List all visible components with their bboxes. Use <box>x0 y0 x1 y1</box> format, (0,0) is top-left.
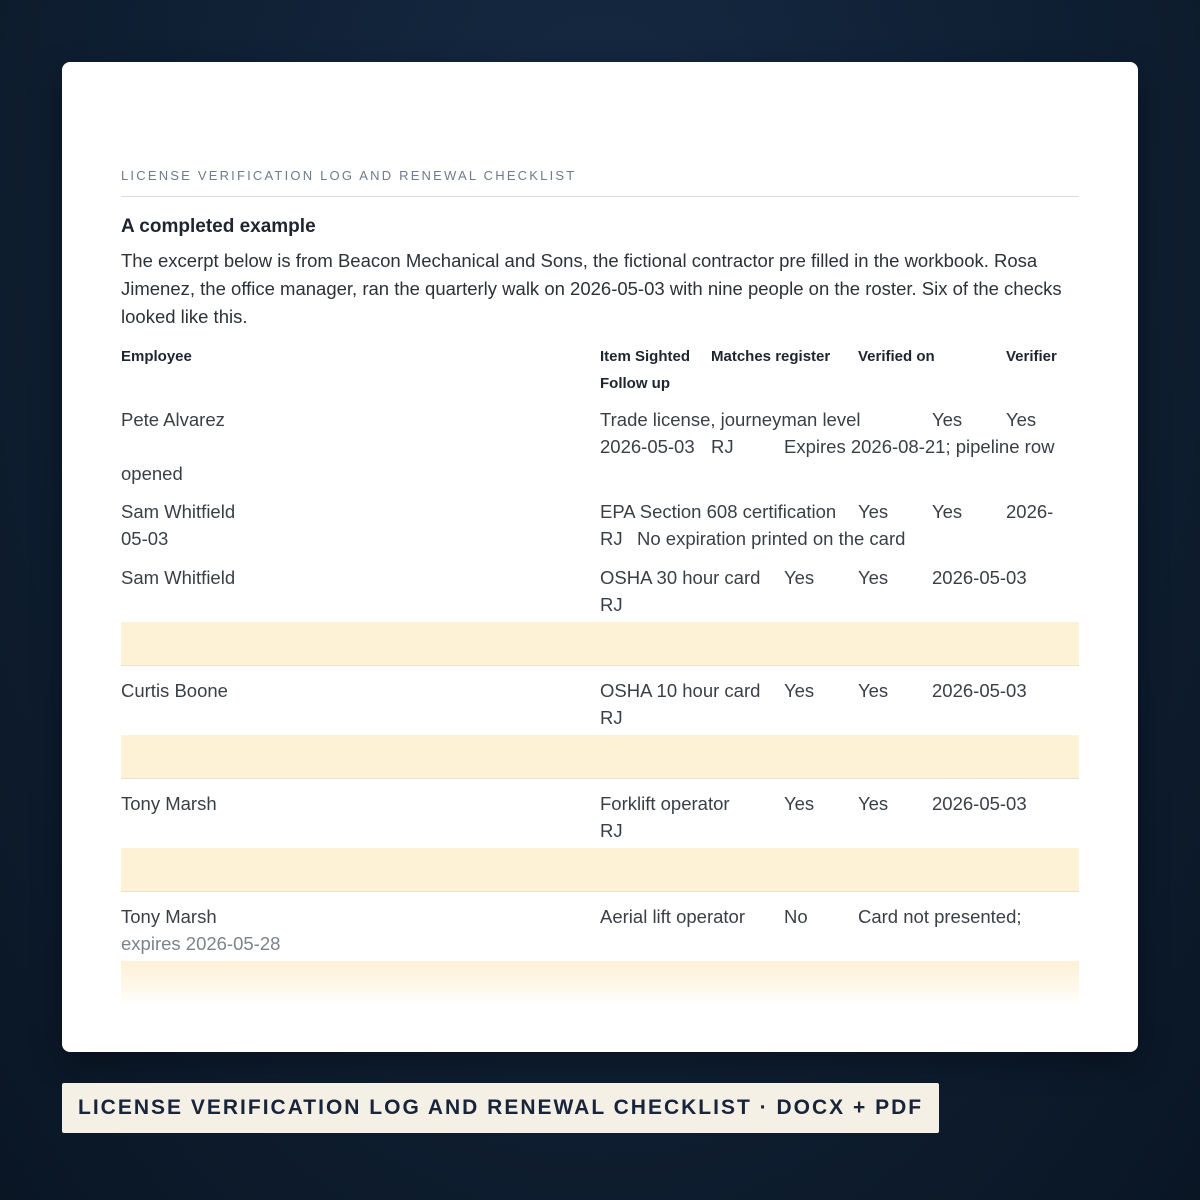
verified-on-value: 2026- <box>1006 501 1054 522</box>
verifier-value: RJ <box>600 594 623 615</box>
header-item-sighted: Item Sighted <box>600 348 691 365</box>
verifier-value: RJ <box>600 820 623 841</box>
item-name: EPA Section 608 certification <box>600 501 837 522</box>
follow-up-band <box>121 961 1079 1004</box>
item-sighted-value: Yes <box>858 501 889 522</box>
follow-up-value: Expires 2026-08-21; pipeline row <box>784 436 1055 457</box>
matches-register-value: Yes <box>858 680 889 701</box>
document-heading: LICENSE VERIFICATION LOG AND RENEWAL CHECKLIST <box>121 168 577 183</box>
verifier-value: RJ <box>600 528 623 549</box>
header-matches-register: Matches register <box>711 348 831 365</box>
header-employee: Employee <box>121 348 192 365</box>
employee-name: Pete Alvarez <box>121 409 225 430</box>
follow-up-band <box>121 848 1079 892</box>
verifier-value: RJ <box>600 707 623 728</box>
intro-paragraph: The excerpt below is from Beacon Mechanical and Sons, the fictional contractor pre filled in the workbook. Rosa Jimenez, the office manager, ran the quarterly walk on 2026-05-03 with nine people on the roster. Six of the checks looked like this. <box>121 250 1062 327</box>
product-label: LICENSE VERIFICATION LOG AND RENEWAL CHECKLIST · DOCX + PDF <box>62 1083 939 1133</box>
follow-up-band <box>121 735 1079 779</box>
follow-up-value: Card not presented; <box>858 906 1022 927</box>
document-page <box>62 62 1138 1052</box>
item-name: OSHA 10 hour card <box>600 680 761 701</box>
follow-up-continuation: opened <box>121 463 183 484</box>
item-name: OSHA 30 hour card <box>600 567 761 588</box>
item-sighted-value: Yes <box>784 793 815 814</box>
matches-register-value: Yes <box>1006 409 1037 430</box>
header-verifier: Verifier <box>1006 348 1057 365</box>
matches-register-value: Yes <box>858 793 889 814</box>
verifier-value: RJ <box>711 436 734 457</box>
item-sighted-value: Yes <box>784 680 815 701</box>
item-name: Forklift operator <box>600 793 730 814</box>
employee-name: Sam Whitfield <box>121 501 236 522</box>
matches-register-value: Yes <box>858 567 889 588</box>
employee-name: Sam Whitfield <box>121 567 236 588</box>
verified-on-value: 2026-05-03 <box>932 567 1027 588</box>
employee-name: Tony Marsh <box>121 906 217 927</box>
item-sighted-value: Yes <box>784 567 815 588</box>
follow-up-band <box>121 622 1079 666</box>
employee-name: Tony Marsh <box>121 793 217 814</box>
item-sighted-value: No <box>784 906 808 927</box>
header-follow-up: Follow up <box>600 375 670 392</box>
item-name: Aerial lift operator <box>600 906 745 927</box>
header-verified-on: Verified on <box>858 348 935 365</box>
section-title: A completed example <box>121 216 316 237</box>
item-sighted-value: Yes <box>932 409 963 430</box>
heading-divider <box>121 196 1079 197</box>
verified-on-value: 2026-05-03 <box>600 436 695 457</box>
follow-up-continuation: expires 2026-05-28 <box>121 933 281 954</box>
matches-register-value: Yes <box>932 501 963 522</box>
item-name: Trade license, journeyman level <box>600 409 861 430</box>
verified-on-continuation: 05-03 <box>121 528 169 549</box>
employee-name: Curtis Boone <box>121 680 228 701</box>
verified-on-value: 2026-05-03 <box>932 680 1027 701</box>
follow-up-value: No expiration printed on the card <box>637 528 906 549</box>
verified-on-value: 2026-05-03 <box>932 793 1027 814</box>
